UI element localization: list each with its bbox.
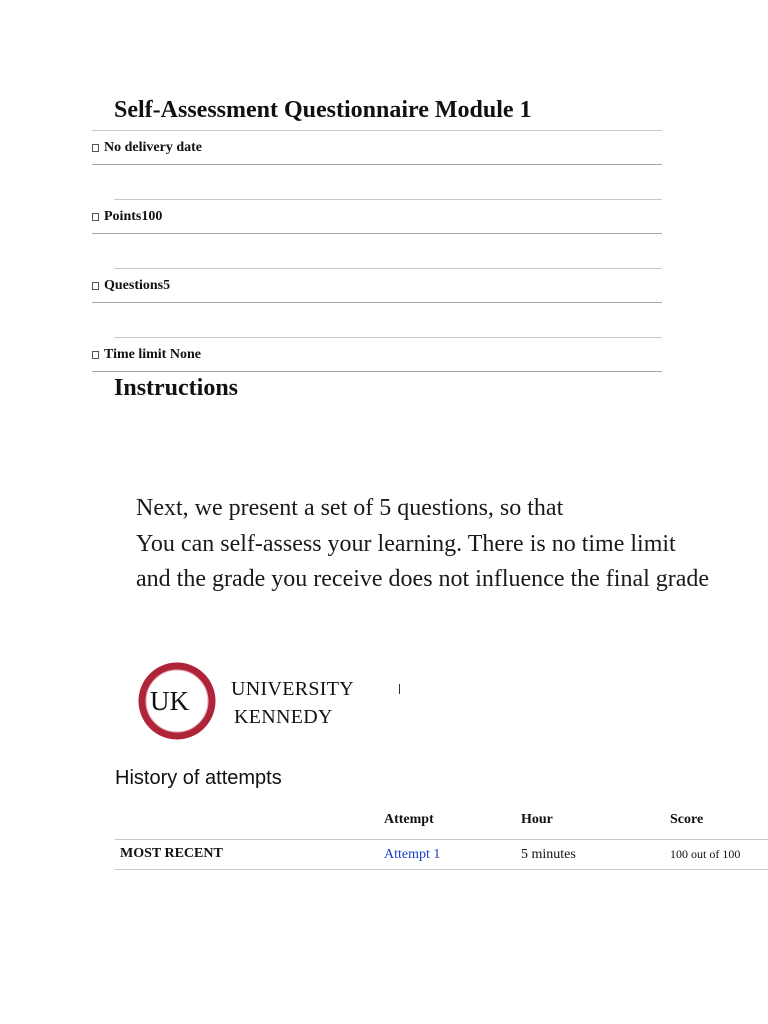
table-divider: [115, 869, 768, 870]
divider: [92, 130, 662, 131]
column-header-attempt: Attempt: [384, 812, 434, 827]
checkbox-icon: [92, 351, 99, 359]
divider: [92, 233, 662, 234]
divider: [92, 164, 662, 165]
time-limit-row: [92, 346, 201, 364]
questions-row: [92, 277, 170, 295]
instructions-heading: Instructions: [114, 375, 239, 401]
checkbox-icon: [92, 213, 99, 221]
delivery-row: [92, 139, 202, 157]
time-limit-label: Time limit None: [104, 347, 201, 362]
instructions-line: Next, we present a set of 5 questions, so that: [136, 495, 564, 521]
logo-monogram: UK: [150, 686, 189, 716]
delivery-label: No delivery date: [104, 140, 202, 155]
history-heading: History of attempts: [115, 767, 282, 789]
column-header-score: Score: [670, 812, 704, 827]
attempt-hour: 5 minutes: [521, 847, 576, 862]
row-label: MOST RECENT: [120, 846, 223, 861]
logo-text-kennedy: KENNEDY: [234, 706, 333, 728]
logo-mark: [399, 684, 400, 694]
logo-text-university: UNIVERSITY: [231, 678, 354, 700]
instructions-line: and the grade you receive does not influence the final grade: [136, 566, 710, 592]
column-header-hour: Hour: [521, 812, 553, 827]
points-label: Points100: [104, 209, 163, 224]
points-row: [92, 208, 162, 226]
attempt-link[interactable]: Attempt 1: [384, 847, 441, 862]
checkbox-icon: [92, 282, 99, 290]
divider: [114, 199, 662, 200]
checkbox-icon: [92, 144, 99, 152]
divider: [92, 302, 662, 303]
divider: [114, 337, 662, 338]
table-divider: [115, 839, 768, 840]
questions-label: Questions5: [104, 278, 171, 293]
attempt-score: 100 out of 100: [670, 847, 741, 861]
page-title: Self-Assessment Questionnaire Module 1: [114, 97, 532, 123]
divider: [114, 268, 662, 269]
instructions-line: You can self-assess your learning. There is no time limit: [136, 531, 676, 557]
